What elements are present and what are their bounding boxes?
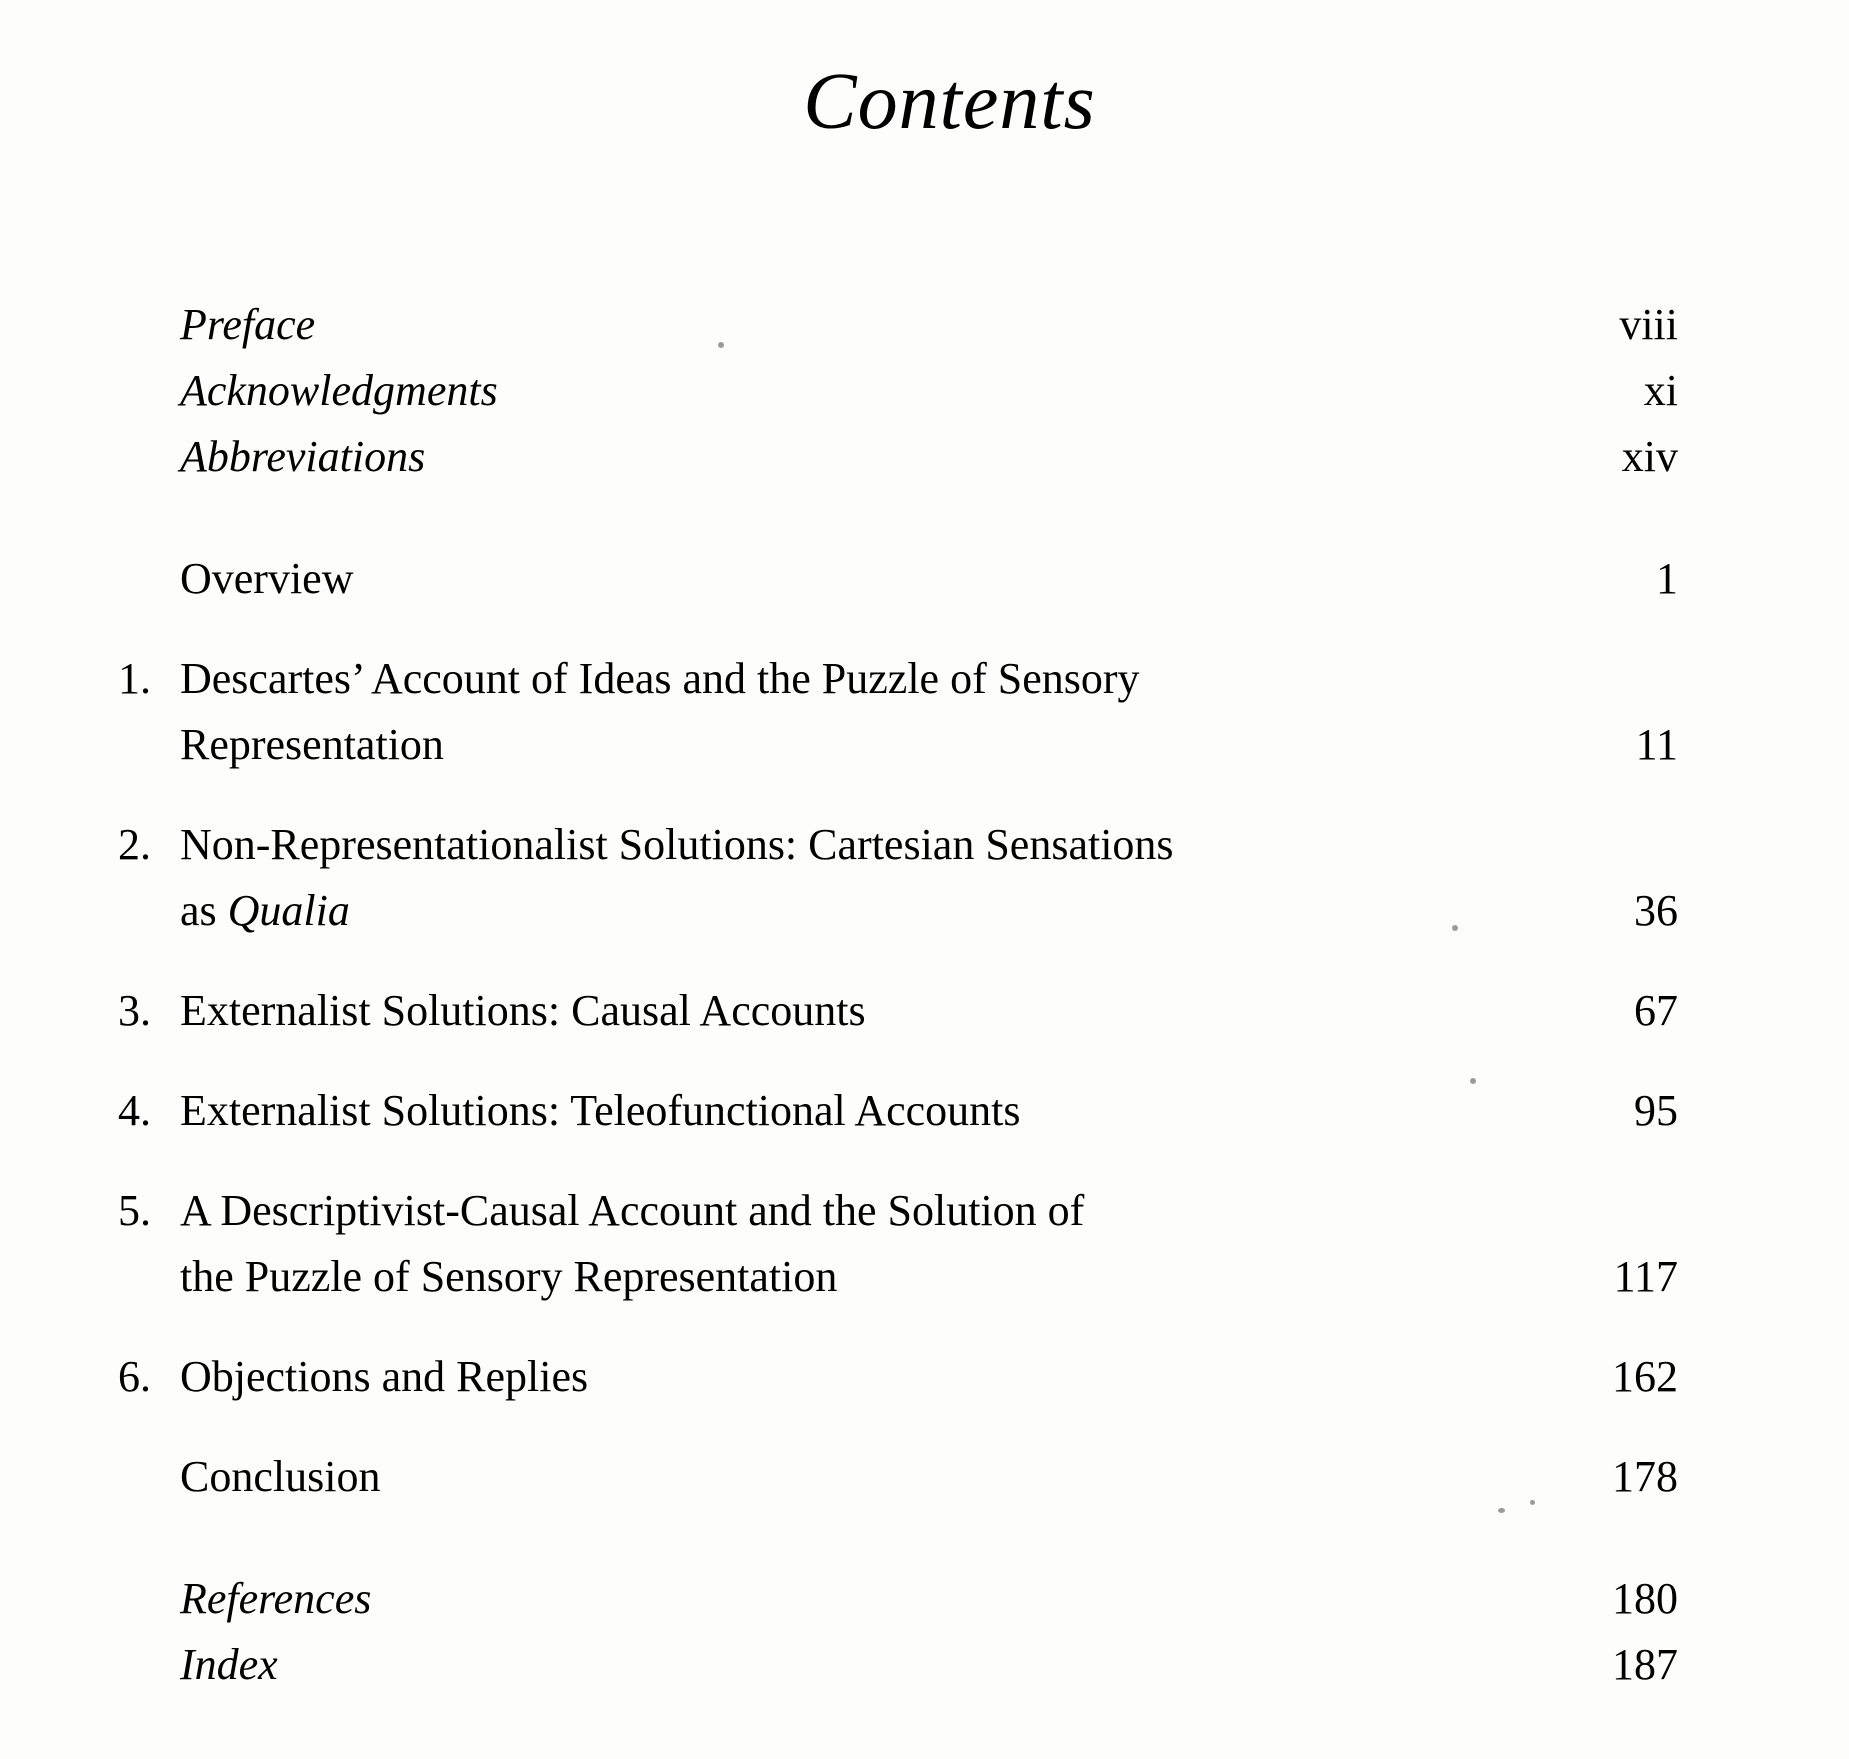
front-matter-group <box>118 292 1678 490</box>
entry-label: Preface <box>180 300 316 349</box>
toc-entry-chapter-6[interactable] <box>118 1344 1678 1410</box>
entry-number: 2. <box>118 820 151 869</box>
scan-speck <box>718 342 724 348</box>
entry-page-number: xiv <box>1621 432 1678 481</box>
entry-label: References <box>180 1574 372 1623</box>
entry-label-line-2-prefix: as <box>180 886 228 935</box>
entry-label: Externalist Solutions: Teleofunctional Accounts <box>180 1086 1021 1135</box>
entry-label: Abbreviations <box>180 432 426 481</box>
toc-entry-chapter-5[interactable] <box>118 1178 1678 1310</box>
entry-label: Acknowledgments <box>180 366 498 415</box>
scan-speck <box>1452 925 1458 931</box>
entry-page-number: xi <box>1643 366 1678 415</box>
toc-entry-chapter-1[interactable] <box>118 646 1678 778</box>
entry-label-line-1: A Descriptivist-Causal Account and the Solution of <box>180 1186 1085 1235</box>
scan-speck <box>1470 1078 1476 1084</box>
toc-entry-conclusion[interactable] <box>118 1444 1678 1510</box>
entry-number: 6. <box>118 1352 151 1401</box>
spacer <box>118 1510 1678 1566</box>
entry-label-line-2-italic-term: Qualia <box>227 886 350 935</box>
entry-page-number: 11 <box>1635 720 1678 769</box>
entry-page-number: 178 <box>1612 1452 1678 1501</box>
entry-page-number: 180 <box>1612 1574 1678 1623</box>
spacer <box>118 490 1678 546</box>
spacer <box>118 944 1678 978</box>
scan-speck <box>1498 1508 1505 1513</box>
toc-entry-acknowledgments[interactable] <box>118 358 1678 424</box>
entry-page-number: 117 <box>1613 1252 1678 1301</box>
spacer <box>118 1044 1678 1078</box>
toc-entry-chapter-2[interactable] <box>118 812 1678 944</box>
toc-entry-list <box>118 292 1678 1698</box>
entry-label-line-2 <box>180 878 1528 944</box>
entry-page-number: 36 <box>1634 886 1678 935</box>
toc-entry-references[interactable] <box>118 1566 1678 1632</box>
entry-page-number: 1 <box>1656 554 1678 603</box>
spacer <box>118 1410 1678 1444</box>
entry-label: Overview <box>180 554 354 603</box>
toc-entry-index[interactable] <box>118 1632 1678 1698</box>
scan-speck <box>1530 1500 1535 1505</box>
entry-label-line-1: Non-Representationalist Solutions: Cartesian Sensations <box>180 820 1174 869</box>
page-title: Contents <box>803 58 1096 146</box>
entry-label: Externalist Solutions: Causal Accounts <box>180 986 866 1035</box>
entry-number: 3. <box>118 986 151 1035</box>
entry-label: Index <box>180 1640 278 1689</box>
entry-label-line-1: Descartes’ Account of Ideas and the Puzzle of Sensory <box>180 654 1140 703</box>
toc-entry-abbreviations[interactable] <box>118 424 1678 490</box>
toc-entry-preface[interactable] <box>118 292 1678 358</box>
entry-page-number: 187 <box>1612 1640 1678 1689</box>
entry-page-number: viii <box>1619 300 1678 349</box>
entry-label-line-2: Representation <box>180 720 444 769</box>
entry-page-number: 162 <box>1612 1352 1678 1401</box>
back-matter-group <box>118 1566 1678 1698</box>
toc-entry-chapter-4[interactable] <box>118 1078 1678 1144</box>
spacer <box>118 778 1678 812</box>
toc-entry-chapter-3[interactable] <box>118 978 1678 1044</box>
spacer <box>118 1144 1678 1178</box>
toc-entry-overview[interactable] <box>118 546 1678 612</box>
entry-number: 1. <box>118 654 151 703</box>
entry-page-number: 67 <box>1634 986 1678 1035</box>
entry-page-number: 95 <box>1634 1086 1678 1135</box>
entry-number: 5. <box>118 1186 151 1235</box>
entry-number: 4. <box>118 1086 151 1135</box>
entry-label-line-2: the Puzzle of Sensory Representation <box>180 1252 838 1301</box>
spacer <box>118 612 1678 646</box>
spacer <box>118 1310 1678 1344</box>
entry-label: Conclusion <box>180 1452 381 1501</box>
entry-label: Objections and Replies <box>180 1352 589 1401</box>
